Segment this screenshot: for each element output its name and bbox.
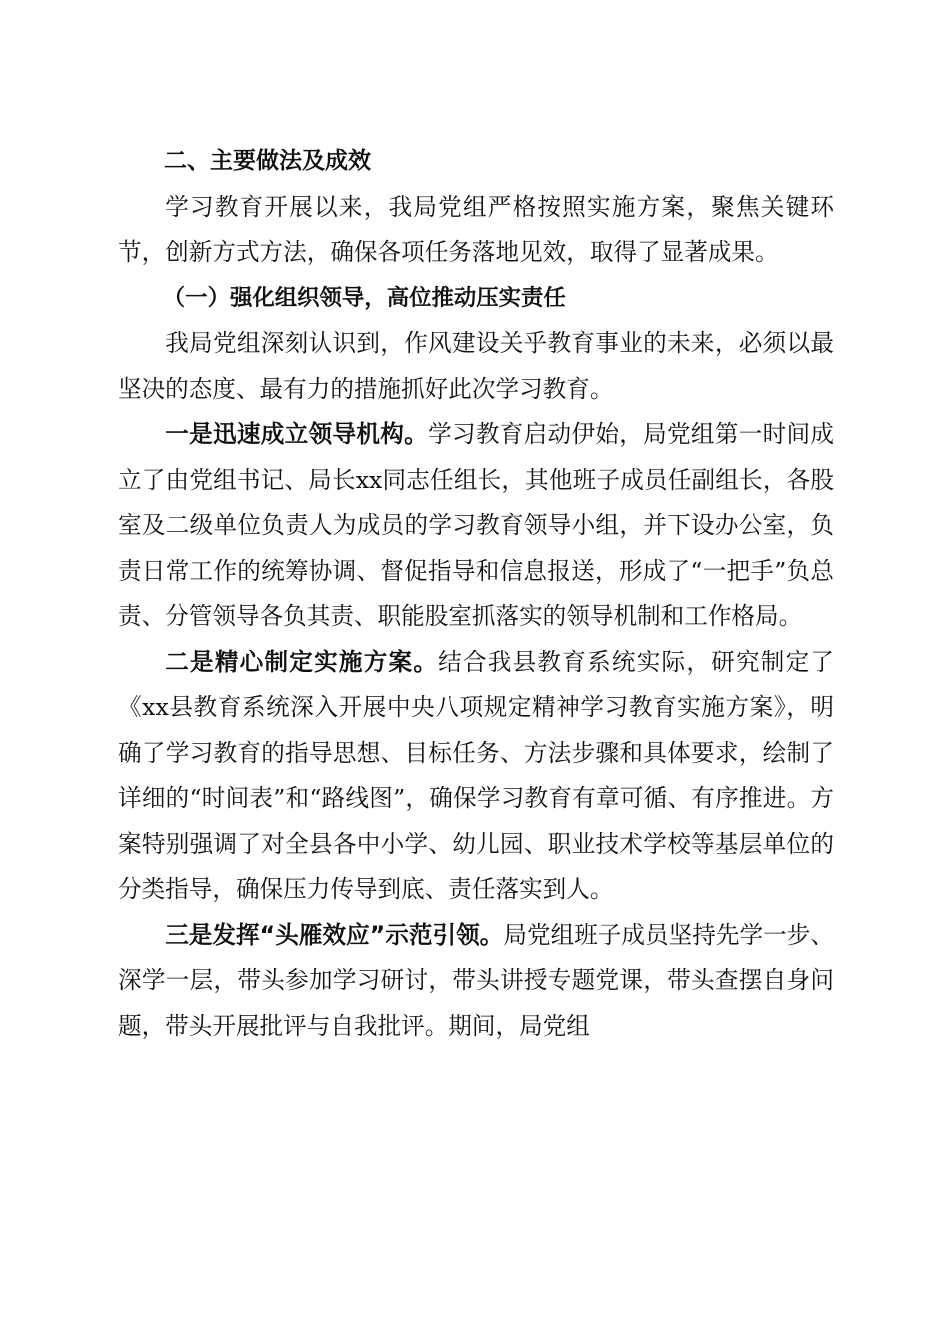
item-lead-3: 三是发挥“头雁效应”示范引领。 bbox=[165, 920, 504, 949]
item-paragraph-1 bbox=[118, 412, 834, 640]
item-body-1: 学习教育启动伊始，局党组第一时间成立了由党组书记、局长xx同志任组长，其他班子成员任副组长，各股室及二级单位负责人为成员的学习教育领导小组，并下设办公室，负责日常工作的统筹协调、督促指导和信息报送，形成了“一把手”负总责、分管领导各负其责、职能股室抓落实的领导机制和工作格局。 bbox=[118, 420, 835, 630]
document-body bbox=[118, 139, 834, 1049]
item-body-3: 局党组班子成员坚持先学一步、深学一层，带头参加学习研讨，带头讲授专题党课，带头查摆自身问题，带头开展批评与自我批评。期间，局党组 bbox=[118, 920, 834, 1040]
item-lead-1: 一是迅速成立领导机构。 bbox=[165, 420, 429, 448]
item-paragraph-2 bbox=[118, 640, 834, 913]
item-paragraph-3 bbox=[118, 913, 834, 1050]
subsection-heading: （一）强化组织领导，高位推动压实责任 bbox=[162, 284, 566, 311]
section-heading: 二、主要做法及成效 bbox=[164, 148, 371, 174]
item-body-2: 结合我县教育系统实际，研究制定了《xx县教育系统深入开展中央八项规定精神学习教育实施方案》，明确了学习教育的指导思想、目标任务、方法步骤和具体要求，绘制了详细的“时间表”和“路线图”，确保学习教育有章可循、有序推进。方案特别强调了对全县各中小学、幼儿园、职业技术学校等基层单位的分类指导，确保压力传导到底、责任落实到人。 bbox=[118, 647, 835, 903]
subsection-intro-paragraph: 我局党组深刻认识到，作风建设关乎教育事业的未来，必须以最坚决的态度、最有力的措施抓好此次学习教育。 bbox=[118, 329, 834, 403]
intro-paragraph: 学习教育开展以来，我局党组严格按照实施方案，聚焦关键环节，创新方式方法，确保各项任务落地见效，取得了显著成果。 bbox=[118, 192, 834, 266]
item-lead-2: 二是精心制定实施方案。 bbox=[165, 647, 439, 676]
